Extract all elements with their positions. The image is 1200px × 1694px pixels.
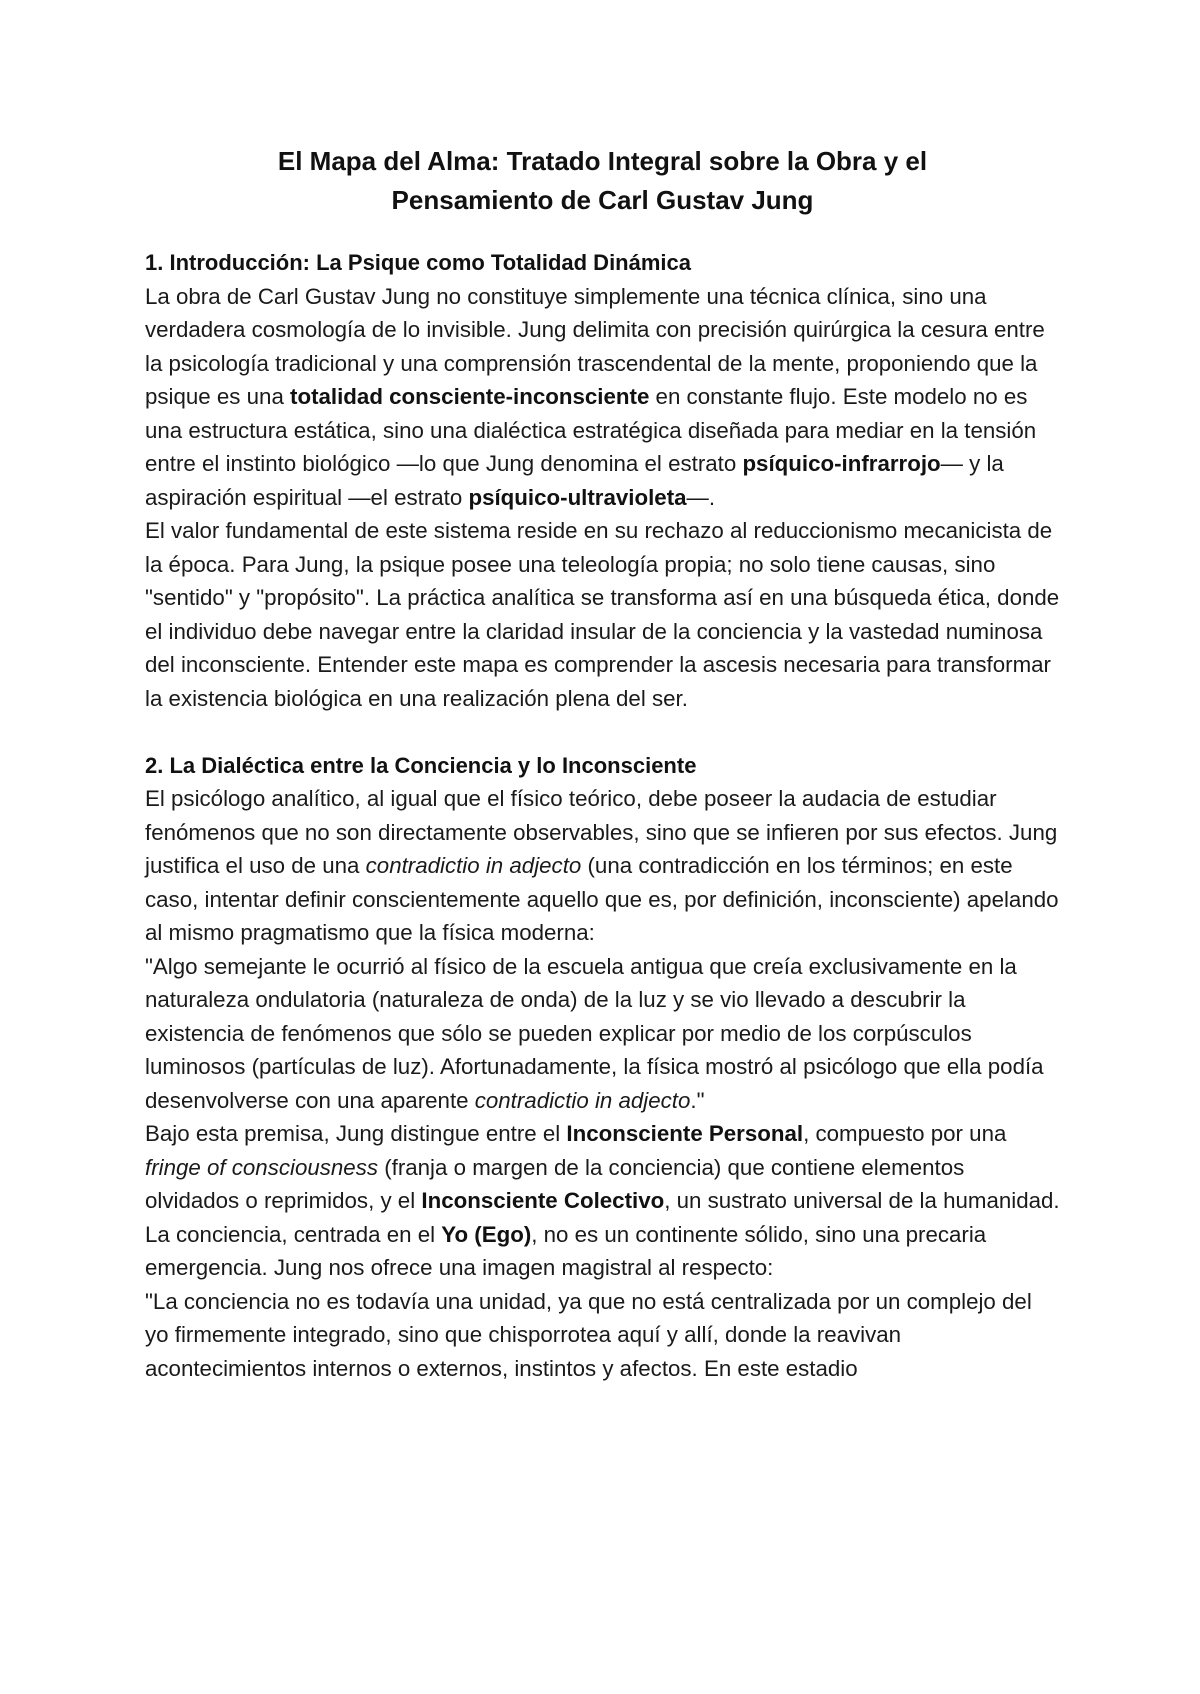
section-1-paragraph-2: El valor fundamental de este sistema reside en su rechazo al reduccionismo mecanicista de la época. Para Jung, la psique posee una teleología propia; no solo tiene causas, sino "sentido" y "propósito". La práctica analítica se transforma así en una búsqueda ética, donde el individuo debe navegar entre la claridad insular de la conciencia y la vastedad numinosa del inconsciente. Entender este mapa es comprender la ascesis necesaria para transformar la existencia biológica en una realización plena del ser. — [145, 518, 1060, 711]
section-2-paragraph-1 — [145, 782, 1060, 950]
section-2-quote-2: "La conciencia no es todavía una unidad, ya que no está centralizada por un complejo del yo firmemente integrado, sino que chisporrotea aquí y allí, donde la reavivan acontecimientos internos o externos, instintos y afectos. En este estadio — [145, 1288, 1032, 1381]
bold-term: Inconsciente Personal — [566, 1121, 804, 1146]
text-run: — y la aspiración espiritual —el estrato — [145, 451, 1004, 510]
section-spacer — [145, 715, 1060, 749]
section-2-quote-1 — [145, 950, 1060, 1118]
section-1-heading: 1. Introducción: La Psique como Totalidad Dinámica — [145, 250, 692, 275]
text-run: en constante flujo. Este modelo no es una estructura estática, sino una dialéctica estratégica diseñada para mediar en la tensión entre el instinto biológico —lo que Jung denomina el estrato — [145, 384, 1037, 476]
title-line-1: El Mapa del Alma: Tratado Integral sobre la Obra y el — [277, 146, 928, 176]
text-run: Bajo esta premisa, Jung distingue entre el — [145, 1121, 567, 1146]
text-run: , no es un continente sólido, sino una precaria emergencia. Jung nos ofrece una imagen magistral al respecto: — [145, 1221, 987, 1280]
document-title — [145, 142, 1060, 220]
text-run: ." — [690, 1087, 705, 1113]
italic-term: fringe of consciousness — [145, 1154, 379, 1180]
text-run: La obra de Carl Gustav Jung no constituye simplemente una técnica clínica, sino una verdadera cosmología de lo invisible. Jung delimita con precisión quirúrgica la cesura entre la psicología tradicional y una comprensión trascendental de la mente, proponiendo que la psique es una — [145, 283, 1045, 409]
bold-term: psíquico-infrarrojo — [742, 451, 941, 476]
section-2-heading: 2. La Dialéctica entre la Conciencia y lo Inconsciente — [145, 752, 697, 778]
italic-term: contradictio in adjecto — [365, 853, 582, 878]
bold-term: totalidad consciente-inconsciente — [290, 384, 650, 409]
text-run: El psicólogo analítico, al igual que el físico teórico, debe poseer la audacia de estudiar fenómenos que no son directamente observables, sino que se infieren por sus efectos. Jung justifica el uso de una — [145, 786, 1058, 878]
text-run: , un sustrato universal de la humanidad. La conciencia, centrada en el — [145, 1188, 1060, 1247]
bold-term: Inconsciente Colectivo — [421, 1188, 665, 1213]
section-2-paragraph-2 — [145, 1117, 1060, 1285]
bold-term: Yo (Ego) — [441, 1221, 532, 1247]
section-1-paragraph-1 — [145, 280, 1060, 515]
italic-term: contradictio in adjecto — [474, 1087, 691, 1113]
text-run: (franja o margen de la conciencia) que contiene elementos olvidados o reprimidos, y el — [145, 1154, 965, 1213]
text-run: (una contradicción en los términos; en este caso, intentar definir conscientemente aquello que es, por definición, inconsciente) apelando al mismo pragmatismo que la física moderna: — [145, 853, 1059, 945]
text-run: —. — [686, 484, 716, 510]
text-run: , compuesto por una — [803, 1121, 1007, 1146]
text-run: "Algo semejante le ocurrió al físico de la escuela antigua que creía exclusivamente en la naturaleza ondulatoria (naturaleza de onda) de la luz y se vio llevado a descubrir la existencia de fenómenos que sólo se pueden explicar por medio de los corpúsculos luminosos (partículas de luz). Afortunadamente, la física mostró al psicólogo que ella podía desenvolverse con una aparente — [145, 953, 1044, 1113]
title-line-2: Pensamiento de Carl Gustav Jung — [391, 185, 814, 215]
bold-term: psíquico-ultravioleta — [468, 484, 687, 510]
